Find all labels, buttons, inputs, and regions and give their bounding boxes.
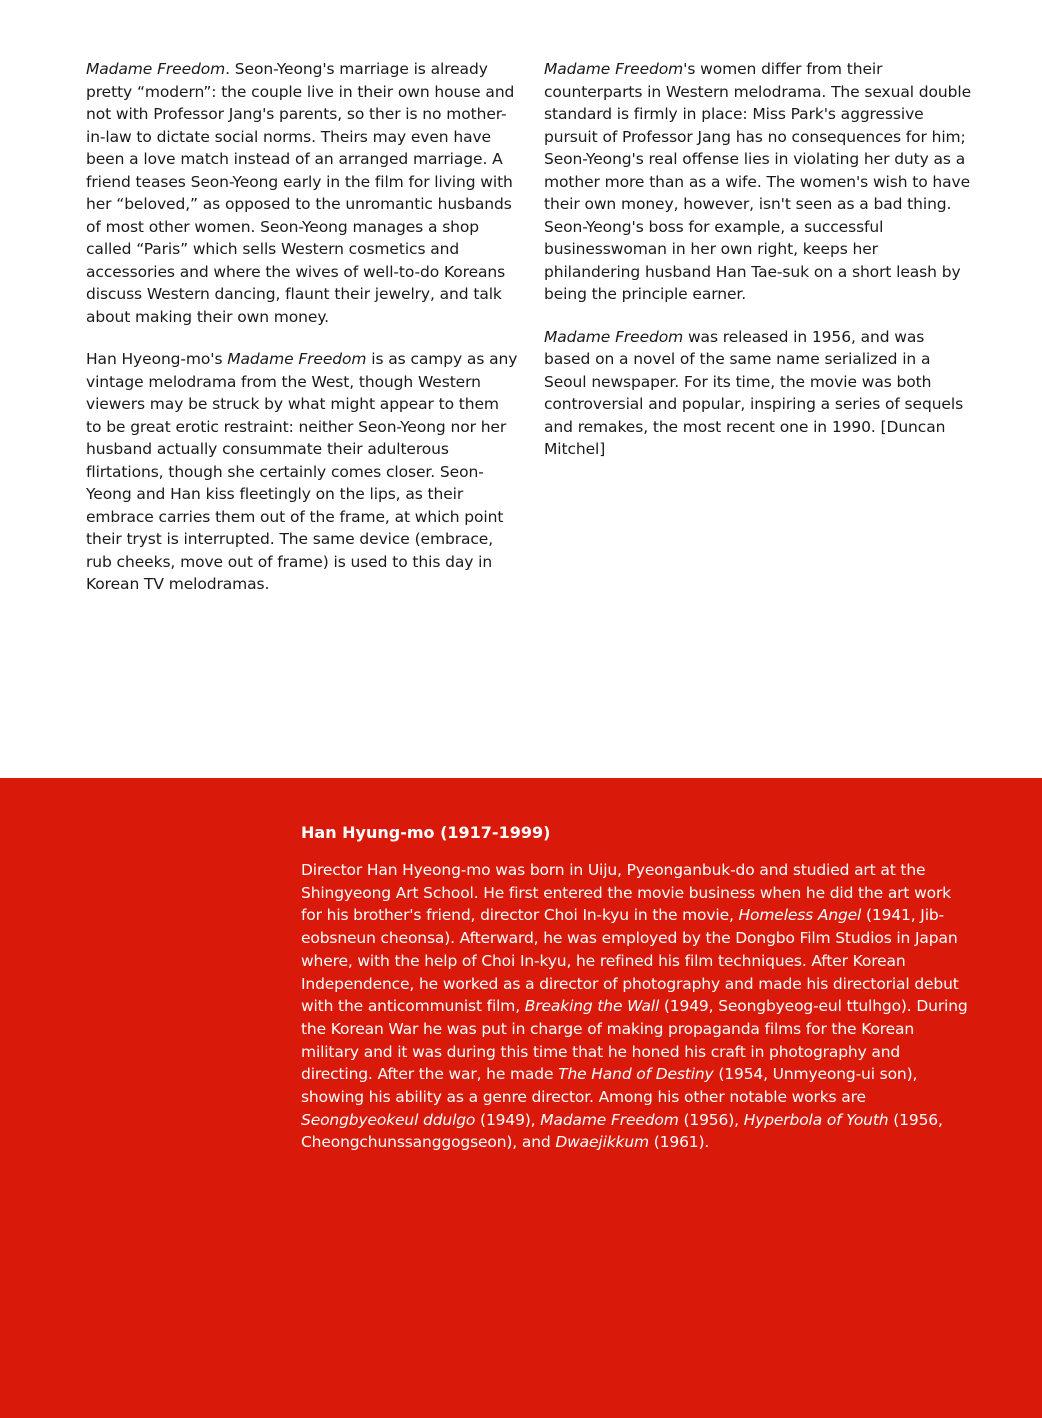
- film-title: Madame Freedom: [540, 1110, 679, 1129]
- director-bio-title: Han Hyung-mo (1917-1999): [301, 823, 551, 842]
- film-title: Hyperbola of Youth: [743, 1110, 889, 1129]
- bio-text: (1941, Jib-eobsneun cheonsa). Afterward, he was employed by the Dongbo Film Studios in Japan where, with the help of Choi In-kyu, he refined his film techniques. After Korean Independence, he worked as a director of photography and made his directorial debut with the anticommunist film,: [301, 906, 959, 1016]
- article-paragraph: [86, 58, 518, 328]
- bio-text: (1956),: [678, 1110, 744, 1129]
- article-right-column: [544, 58, 972, 461]
- paragraph-text: 's women differ from their counterparts in Western melodrama. The sexual double standard is firmly in place: Miss Park's aggressive pursuit of Professor Jang has no consequences for him; Seon-Yeong's real offense lies in violating her duty as a mother more than as a wife. The women's wish to have their own money, however, isn't seen as a bad thing. Seon-Yeong's boss for example, a successful businesswoman in her own right, keeps her philandering husband Han Tae-suk on a short leash by being the principle earner.: [544, 60, 972, 303]
- film-title: Madame Freedom: [544, 60, 684, 78]
- bio-text: Director Han Hyeong-mo was born in Uiju, Pyeonganbuk-do and studied art at the Shingyeong Art School. He first entered the movie business when he did the art work for his brother's friend, director Choi In-kyu in the movie,: [301, 861, 952, 925]
- paragraph-text: is as campy as any vintage melodrama from the West, though Western viewers may be struck by what might appear to them to be great erotic restraint: neither Seon-Yeong nor her husband actually consummate their adulterous flirtations, though she certainly comes closer. Seon-Yeong and Han kiss fleetingly on the lips, as their embrace carries them out of the frame, at which point their tryst is interrupted. The same device (embrace, rub cheeks, move out of frame) is used to this day in Korean TV melodramas.: [86, 350, 518, 593]
- bio-text: (1949, Seongbyeog-eul ttulhgo). During the Korean War he was put in charge of making propaganda films for the Korean military and it was during this time that he honed his craft in photography and directing. After the war, he made: [301, 997, 968, 1084]
- film-title: Homeless Angel: [738, 906, 862, 925]
- article-left-column: [86, 58, 518, 596]
- film-title: Breaking the Wall: [524, 997, 660, 1016]
- bio-text: (1949),: [475, 1110, 541, 1129]
- film-title: Madame Freedom: [544, 327, 684, 346]
- director-bio-text: [301, 859, 973, 1154]
- film-title: Seongbyeokeul ddulgo: [301, 1110, 476, 1129]
- bio-text: (1961).: [649, 1133, 710, 1152]
- paragraph-text: . Seon-Yeong's marriage is already pretty “modern”: the couple live in their own house and not with Professor Jang's parents, so ther is no mother-in-law to dictate social norms. Theirs may even have been a love match instead of an arranged marriage. A friend teases Seon-Yeong early in the film for living with her “beloved,” as opposed to the unromantic husbands of most other women. Seon-Yeong manages a shop called “Paris” which sells Western cosmetics and accessories and where the wives of well-to-do Koreans discuss Western dancing, flaunt their jewelry, and talk about making their own money.: [86, 60, 515, 326]
- paragraph-text: Han Hyeong-mo's: [86, 350, 228, 368]
- article-paragraph: [544, 326, 972, 461]
- film-title: The Hand of Destiny: [558, 1065, 714, 1084]
- film-title: Madame Freedom: [227, 350, 367, 368]
- film-title: Madame Freedom: [86, 60, 226, 78]
- article-paragraph: [544, 58, 972, 306]
- bio-text: (1956, Cheongchunssanggogseon), and: [301, 1110, 943, 1152]
- bio-text: (1954, Unmyeong-ui son), showing his ability as a genre director. Among his other notable works are: [301, 1065, 918, 1107]
- director-bio: [301, 822, 973, 1154]
- film-title: Dwaejikkum: [555, 1133, 649, 1152]
- paragraph-text: was released in 1956, and was based on a novel of the same name serialized in a Seoul newspaper. For its time, the movie was both controversial and popular, inspiring a series of sequels and remakes, the most recent one in 1990. [Duncan Mitchel]: [544, 327, 964, 458]
- article-paragraph: [86, 348, 518, 596]
